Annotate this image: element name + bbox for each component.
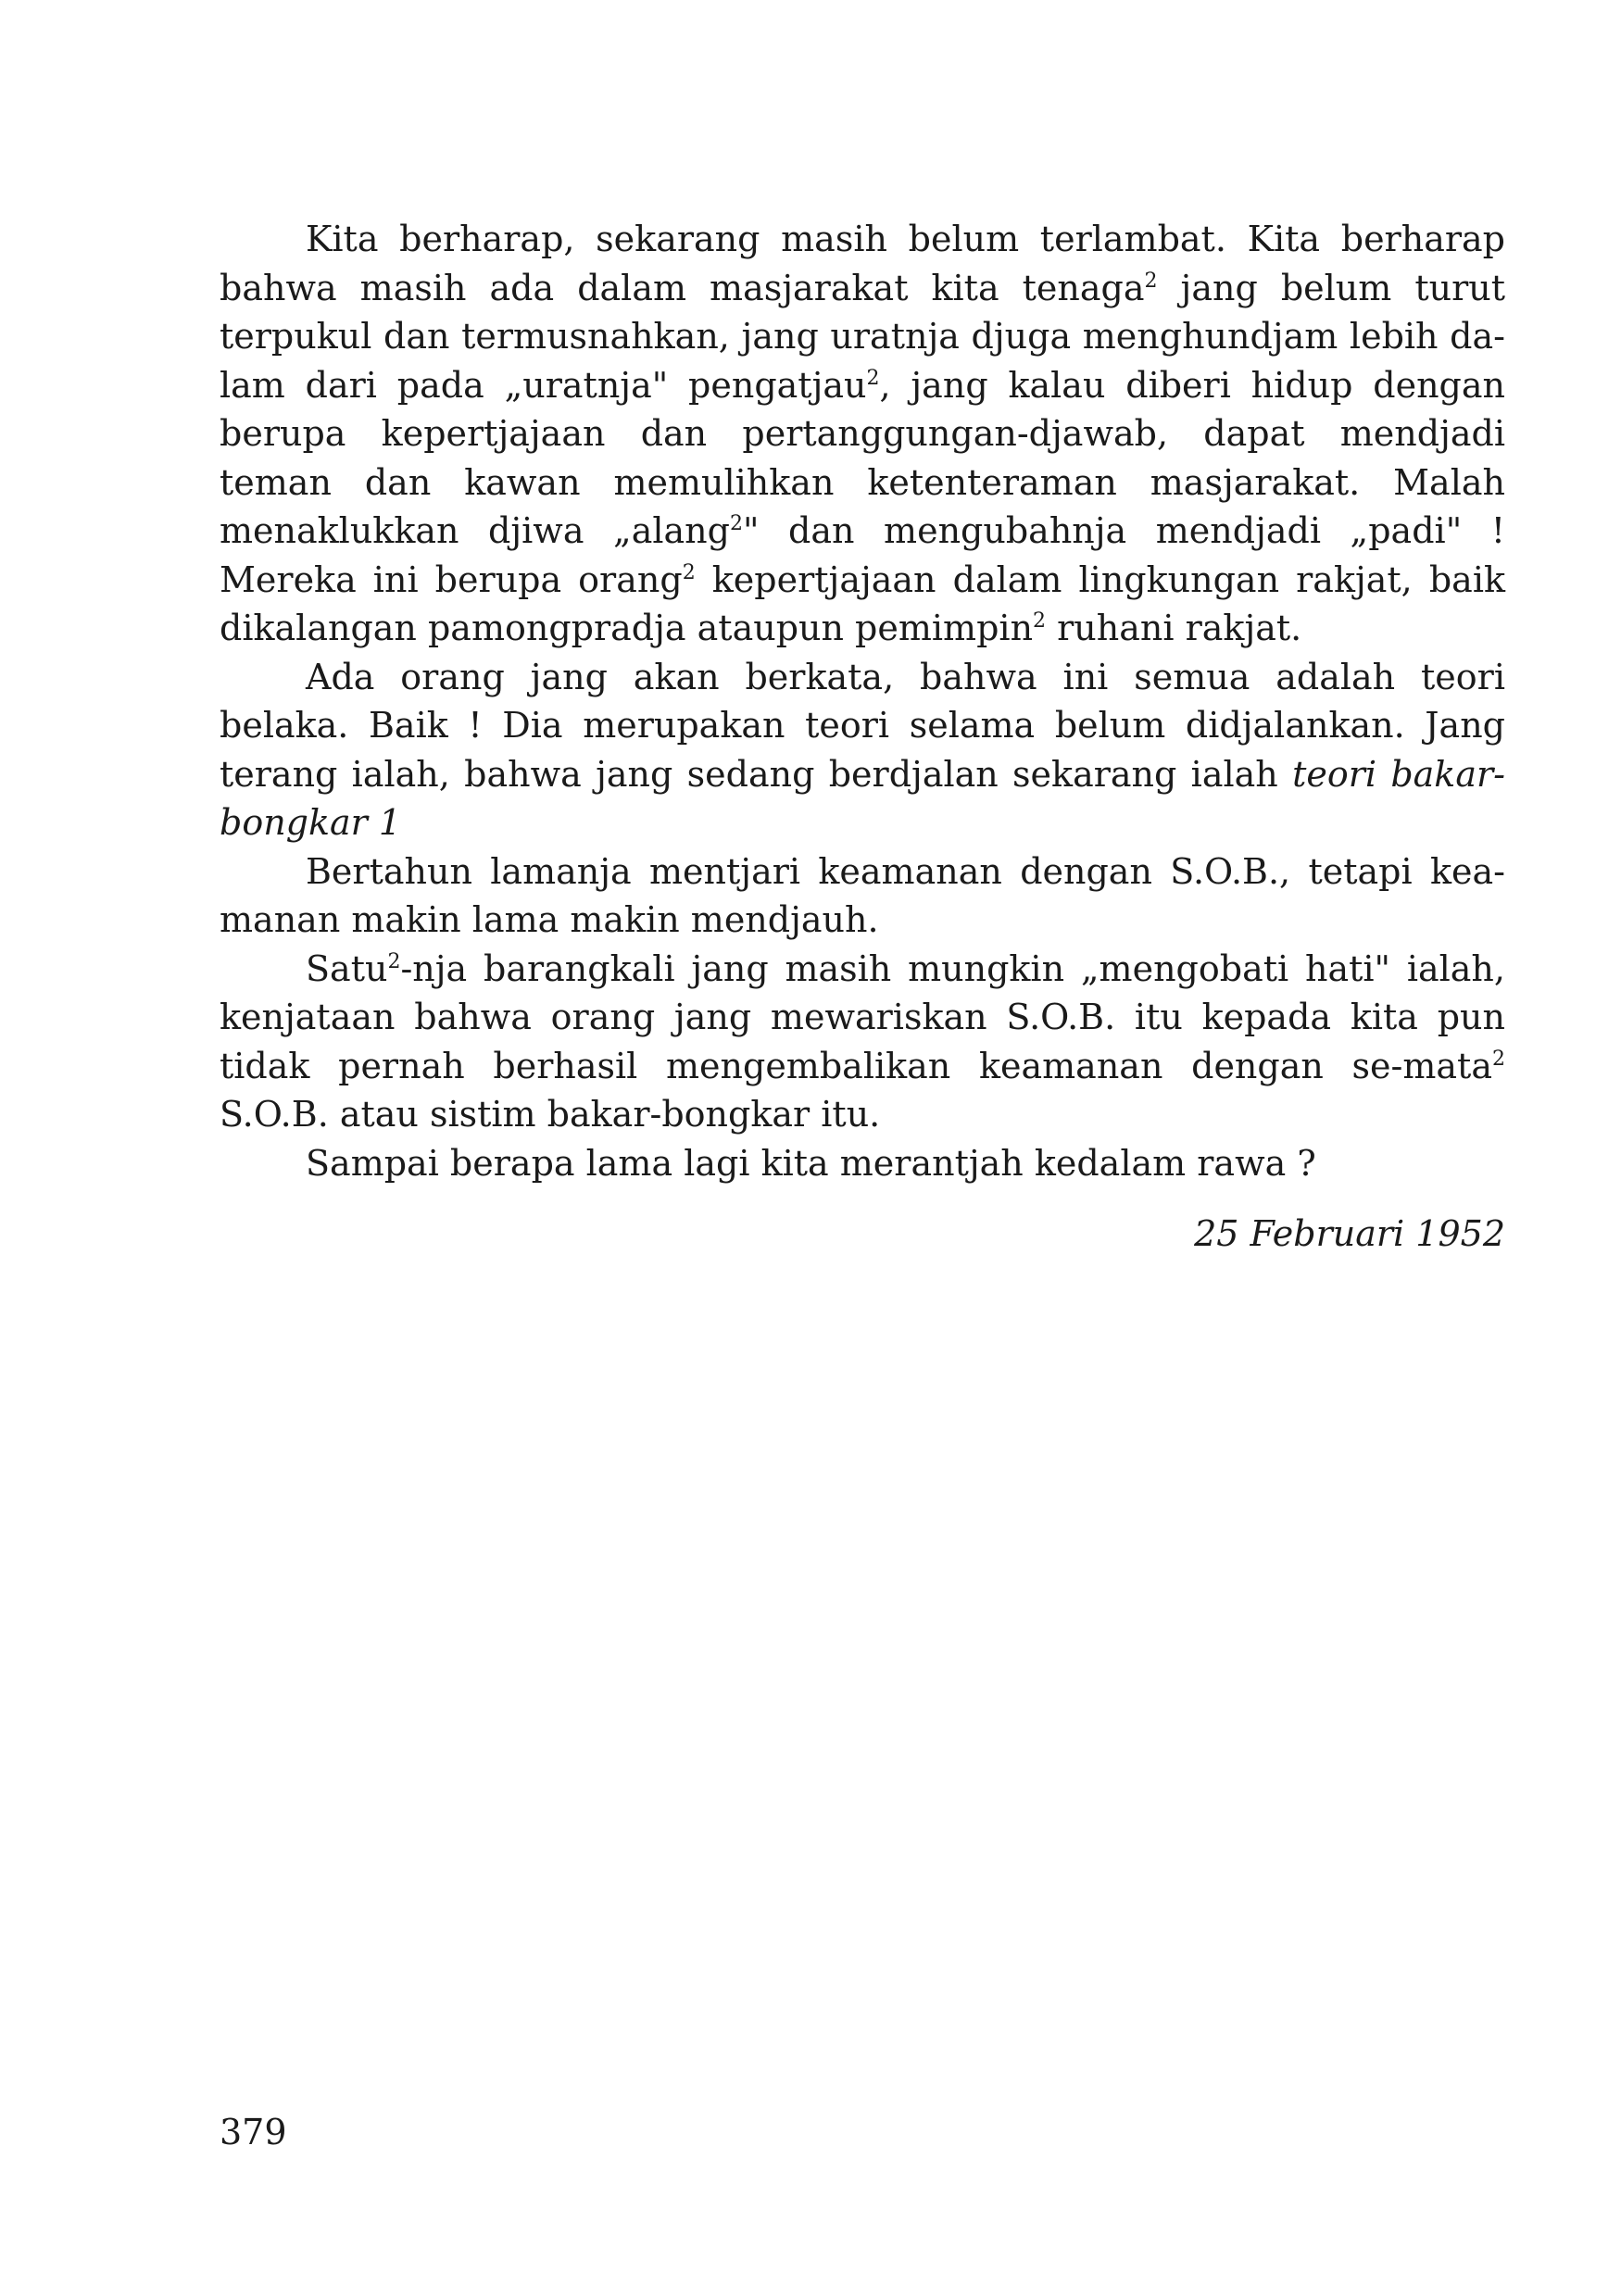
text-run: Ada orang jang akan berkata, bahwa ini semua adalah teori belaka. Baik ! Dia merupakan teori selama belum didjalankan. Jang terang ialah, bahwa jang sedang berdjalan sekarang ialah	[220, 656, 1505, 795]
text-run: S.O.B. atau sistim bakar-bongkar itu.	[220, 1094, 881, 1135]
text-run: jang belum turut terpukul dan termusnahkan, jang uratnja djuga menghundjam lebih dalam dari pada „uratnja" pengatjau	[220, 267, 1505, 406]
paragraph	[220, 215, 1505, 653]
text-run: Satu	[306, 947, 388, 989]
text-run: -nja barangkali jang masih mungkin „mengobati hati" ialah, kenjataan bahwa orang jang mewariskan S.O.B. itu kepada kita pun tidak pernah berhasil mengembalikan keamanan dengan se-mata	[220, 947, 1505, 1086]
text-run: , jang kalau diberi hidup dengan berupa kepertjajaan dan pertanggungan-djawab, dapat mendjadi teman dan kawan memulihkan ketenteraman masjarakat. Malah menaklukkan djiwa „alang	[220, 364, 1506, 551]
body-text	[220, 215, 1505, 1187]
superscript-repeat-mark: 2	[730, 512, 743, 535]
text-run: kepertjajaan dalam lingkungan rakjat, baik dikalangan pamongpradja ataupun pemimpin	[220, 558, 1505, 648]
superscript-repeat-mark: 2	[682, 560, 696, 584]
superscript-repeat-mark: 2	[866, 366, 880, 390]
paragraph	[220, 1139, 1505, 1188]
superscript-repeat-mark: 2	[1033, 609, 1047, 633]
paragraph	[220, 945, 1505, 1139]
superscript-repeat-mark: 2	[1144, 269, 1158, 293]
text-run: Sampai berapa lama lagi kita merantjah kedalam rawa ?	[306, 1142, 1316, 1184]
text-run: ruhani rakjat.	[1046, 608, 1302, 648]
paragraph	[220, 653, 1505, 847]
date-line: 25 Februari 1952	[1194, 1213, 1505, 1254]
superscript-repeat-mark: 2	[1492, 1047, 1505, 1071]
italic-run: teori bakar-bongkar 1	[220, 753, 1505, 843]
text-run: " dan mengubahnja mendjadi „padi" ! Mereka ini berupa orang	[220, 510, 1505, 600]
text-run: Bertahun lamanja mentjari keamanan dengan S.O.B., tetapi keamanan makin lama makin mendjauh.	[220, 850, 1505, 940]
page-number: 379	[220, 2112, 287, 2152]
superscript-repeat-mark: 2	[387, 949, 401, 973]
text-run: Kita berharap, sekarang masih belum terlambat. Kita berharap bahwa masih ada dalam masjarakat kita tenaga	[220, 219, 1505, 308]
paragraph	[220, 847, 1505, 945]
